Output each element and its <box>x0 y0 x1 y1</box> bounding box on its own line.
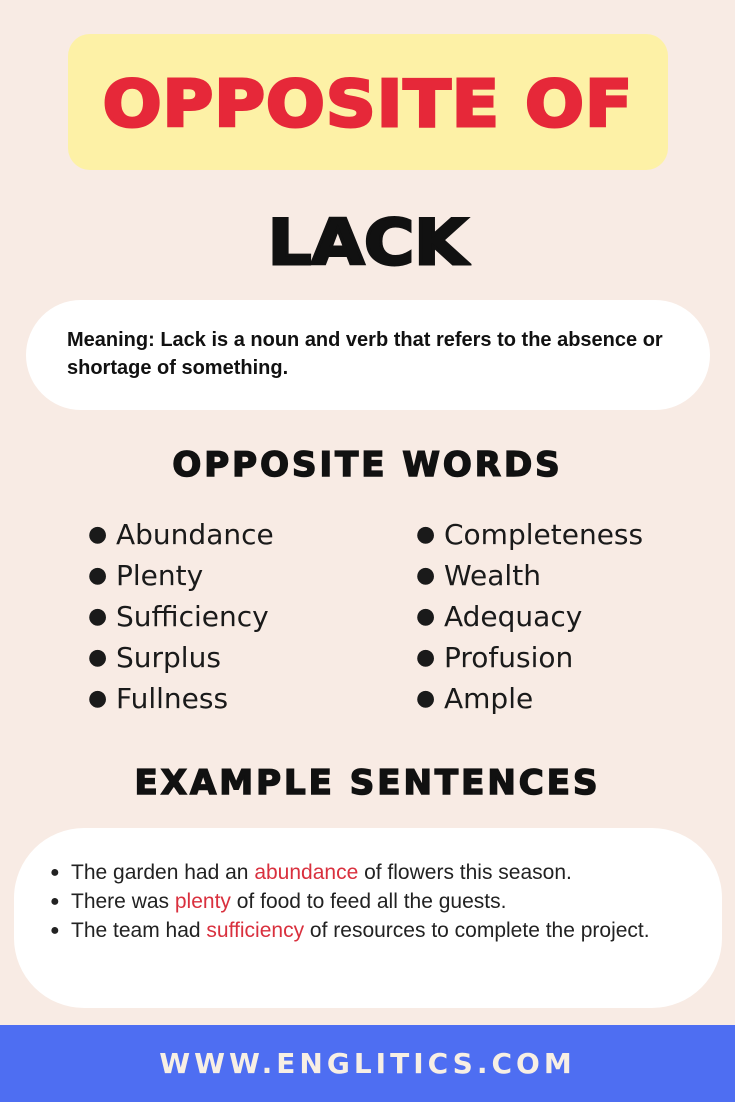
sentence-highlight: abundance <box>254 861 359 884</box>
opposite-word: Adequacy <box>444 600 583 633</box>
sentence-highlight: sufficiency <box>206 919 305 942</box>
sentence-text: of food to feed all the guests. <box>230 890 507 913</box>
opposite-word: Fullness <box>116 682 229 715</box>
opposite-word: Completeness <box>444 518 644 551</box>
list-item <box>88 678 274 719</box>
bullet-icon: ● <box>416 522 436 547</box>
opposite-word: Ample <box>444 682 534 715</box>
list-item <box>88 514 274 555</box>
sentence-text: The team had <box>71 919 207 942</box>
example-sentence <box>50 916 670 945</box>
bullet-icon: ● <box>416 563 436 588</box>
opposite-word: Wealth <box>444 559 541 592</box>
list-item <box>416 514 643 555</box>
bullet-icon: ● <box>88 522 108 547</box>
opposite-word: Surplus <box>116 641 221 674</box>
example-sentences-heading: EXAMPLE SENTENCES <box>134 763 601 803</box>
sentence-text: There was <box>71 890 175 913</box>
bullet-icon: ● <box>88 563 108 588</box>
list-item <box>416 596 643 637</box>
opposite-word: Profusion <box>444 641 574 674</box>
bullet-icon: ● <box>88 604 108 629</box>
list-item <box>88 637 274 678</box>
opposite-words-left-list <box>88 514 274 719</box>
list-item <box>416 637 643 678</box>
page-title: OPPOSITE OF <box>102 68 634 142</box>
opposite-words-heading: OPPOSITE WORDS <box>172 445 563 485</box>
bullet-icon: ● <box>50 922 60 939</box>
bullet-icon: ● <box>50 864 60 881</box>
bullet-icon: ● <box>88 645 108 670</box>
example-sentence <box>50 887 670 916</box>
meaning-text: Meaning: Lack is a noun and verb that refers to the absence or shortage of something. <box>67 329 663 379</box>
opposite-word: Plenty <box>116 559 204 592</box>
bullet-icon: ● <box>416 645 436 670</box>
bullet-icon: ● <box>88 686 108 711</box>
opposite-word: Sufficiency <box>116 600 269 633</box>
list-item <box>416 555 643 596</box>
bullet-icon: ● <box>416 604 436 629</box>
list-item <box>416 678 643 719</box>
keyword-heading: LACK <box>267 206 468 279</box>
list-item <box>88 555 274 596</box>
sentence-highlight: plenty <box>174 890 231 913</box>
bullet-icon: ● <box>416 686 436 711</box>
sentence-text: The garden had an <box>71 861 255 884</box>
opposite-words-right-list <box>416 514 643 719</box>
example-sentence <box>50 858 670 887</box>
opposite-word: Abundance <box>116 518 274 551</box>
list-item <box>88 596 274 637</box>
footer-url[interactable]: WWW.ENGLITICS.COM <box>159 1047 576 1080</box>
sentence-text: of resources to complete the project. <box>304 919 650 942</box>
bullet-icon: ● <box>50 893 60 910</box>
sentence-text: of flowers this season. <box>358 861 572 884</box>
example-sentences-list <box>50 858 670 945</box>
